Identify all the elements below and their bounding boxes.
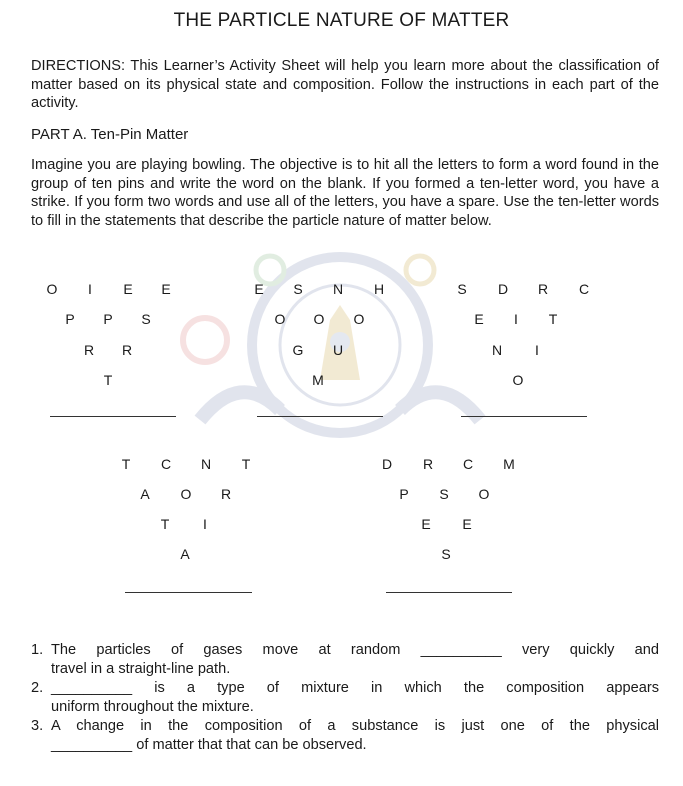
statement-text-line1: A change in the composition of a substance is just one of the physical: [51, 718, 659, 734]
pin-letter: E: [123, 281, 133, 297]
statement-text-line2: travel in a straight-line path.: [51, 660, 231, 677]
pin-letter: P: [399, 486, 409, 502]
pin-letter: E: [462, 516, 472, 532]
pin-letter: H: [373, 281, 385, 297]
pin-letter: C: [578, 281, 590, 297]
pin-letter: N: [332, 281, 344, 297]
answer-blank-5: [386, 592, 512, 593]
pin-letter: A: [140, 486, 150, 502]
answer-blank-1: [50, 416, 176, 417]
part-a-instructions: Imagine you are playing bowling. The objective is to hit all the letters to form a word found in the group of ten pins and write the word on the blank. If you formed a ten-letter word, you have a strike. If you form two words and use all of the letters, you have a spare. Use the ten-letter words to fill in the statements that describe the particle nature of matter below.: [31, 157, 659, 229]
pin-letter: M: [312, 372, 324, 388]
pin-letter: O: [46, 281, 58, 297]
pin-letter: M: [503, 456, 515, 472]
pin-letter: S: [457, 281, 467, 297]
pin-letter: R: [83, 342, 95, 358]
pin-letter: R: [537, 281, 549, 297]
pin-letter: E: [474, 311, 484, 327]
part-a-heading: PART A. Ten-Pin Matter: [31, 126, 189, 143]
pin-letter: E: [161, 281, 171, 297]
pin-letter: I: [88, 281, 92, 297]
pin-letter: E: [421, 516, 431, 532]
pin-letter: S: [293, 281, 303, 297]
pin-letter: S: [141, 311, 151, 327]
pin-letter: G: [292, 342, 304, 358]
pin-letter: P: [65, 311, 75, 327]
pin-letter: T: [103, 372, 113, 388]
pin-letter: I: [535, 342, 539, 358]
statement-text-line1: The particles of gases move at random __________ very quickly and: [51, 642, 659, 658]
pin-letter: E: [254, 281, 264, 297]
pin-letter: C: [160, 456, 172, 472]
pin-letter: T: [160, 516, 170, 532]
statement-text-line1: __________ is a type of mixture in which the composition appears: [51, 680, 659, 696]
pin-letter: P: [103, 311, 113, 327]
pin-letter: T: [548, 311, 558, 327]
statement-3: [31, 717, 659, 754]
statement-number: 2.: [31, 680, 44, 696]
answer-blank-2: [257, 416, 383, 417]
pin-letter: I: [203, 516, 207, 532]
pin-letter: R: [220, 486, 232, 502]
statement-text-line2: uniform throughout the mixture.: [51, 698, 254, 715]
pin-letter: O: [274, 311, 286, 327]
answer-blank-4: [125, 592, 252, 593]
page-title: THE PARTICLE NATURE OF MATTER: [173, 10, 510, 31]
pin-letter: T: [121, 456, 131, 472]
pin-letter: I: [514, 311, 518, 327]
pin-letter: N: [491, 342, 503, 358]
pin-letter: O: [313, 311, 325, 327]
statement-text-line2: __________ of matter that that can be observed.: [51, 736, 367, 753]
directions-paragraph: DIRECTIONS: This Learner’s Activity Sheet will help you learn more about the classification of matter based on its physical state and composition. Follow the instructions in each part of the activity.: [31, 58, 659, 111]
pin-letter: A: [180, 546, 190, 562]
pin-letter: D: [381, 456, 393, 472]
pin-letter: R: [422, 456, 434, 472]
pin-letter: N: [200, 456, 212, 472]
statement-number: 1.: [31, 642, 44, 658]
statement-1: [31, 641, 659, 678]
pin-letter: S: [441, 546, 451, 562]
pin-letter: O: [478, 486, 490, 502]
pin-letter: C: [462, 456, 474, 472]
pin-letter: O: [353, 311, 365, 327]
answer-blank-3: [461, 416, 587, 417]
pin-letter: T: [241, 456, 251, 472]
statement-number: 3.: [31, 718, 44, 734]
pin-letter: O: [512, 372, 524, 388]
pin-letter: O: [180, 486, 192, 502]
pin-letter: U: [332, 342, 344, 358]
pin-letter: R: [121, 342, 133, 358]
pin-letter: D: [497, 281, 509, 297]
pin-letter: S: [439, 486, 449, 502]
statement-2: [31, 679, 659, 716]
